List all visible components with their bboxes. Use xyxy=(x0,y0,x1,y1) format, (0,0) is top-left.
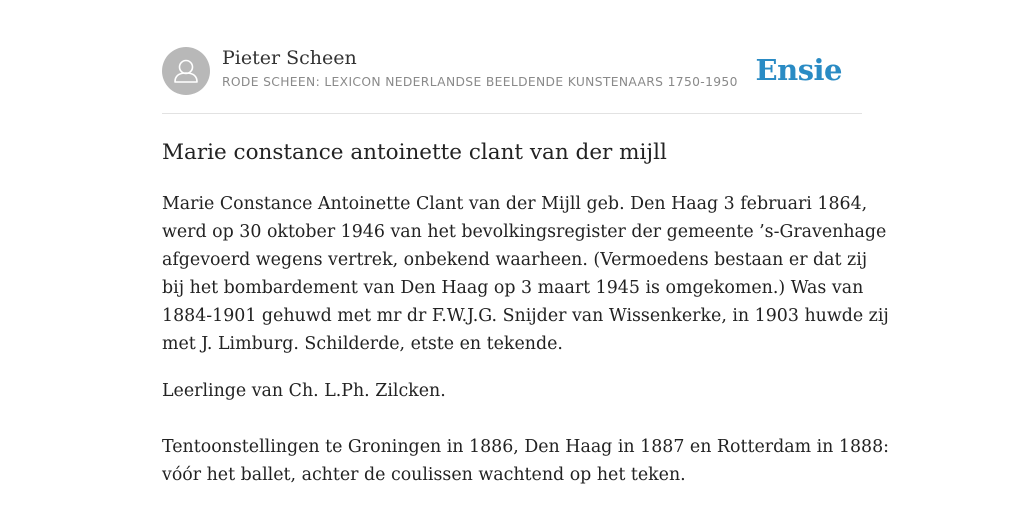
user-silhouette-icon xyxy=(162,47,210,95)
text-line: Marie Constance Antoinette Clant van der Mijll geb. Den Haag 3 februari 1864, xyxy=(162,194,868,214)
article-body xyxy=(162,190,890,489)
paragraph-biography xyxy=(162,190,889,358)
ensie-logo[interactable]: Ensie xyxy=(755,53,842,87)
header-divider xyxy=(162,113,862,114)
text-line: 1884-1901 gehuwd met mr dr F.W.J.G. Snijder van Wissenkerke, in 1903 huwde zij xyxy=(162,306,889,326)
text-line: Tentoonstellingen te Groningen in 1886, Den Haag in 1887 en Rotterdam in 1888: xyxy=(162,437,890,457)
article-card xyxy=(162,0,890,512)
text-line: Leerlinge van Ch. L.Ph. Zilcken. xyxy=(162,381,446,401)
author-name[interactable]: Pieter Scheen xyxy=(222,47,357,69)
source-title[interactable]: RODE SCHEEN: LEXICON NEDERLANDSE BEELDENDE KUNSTENAARS 1750-1950 xyxy=(222,75,738,89)
article-title: Marie constance antoinette clant van der mijll xyxy=(162,140,667,165)
paragraph-spacer xyxy=(162,405,872,433)
text-line: afgevoerd wegens vertrek, onbekend waarheen. (Vermoedens bestaan er dat zij xyxy=(162,250,868,270)
author-avatar[interactable] xyxy=(162,47,210,95)
text-line: bij het bombardement van Den Haag op 3 maart 1945 is omgekomen.) Was van xyxy=(162,278,864,298)
article-header xyxy=(162,46,862,96)
text-line: met J. Limburg. Schilderde, etste en tekende. xyxy=(162,334,563,354)
text-line: werd op 30 oktober 1946 van het bevolkingsregister der gemeente ’s-Gravenhage xyxy=(162,222,887,242)
paragraph-education xyxy=(162,377,872,405)
paragraph-exhibitions xyxy=(162,433,890,489)
text-line: vóór het ballet, achter de coulissen wachtend op het teken. xyxy=(162,465,686,485)
